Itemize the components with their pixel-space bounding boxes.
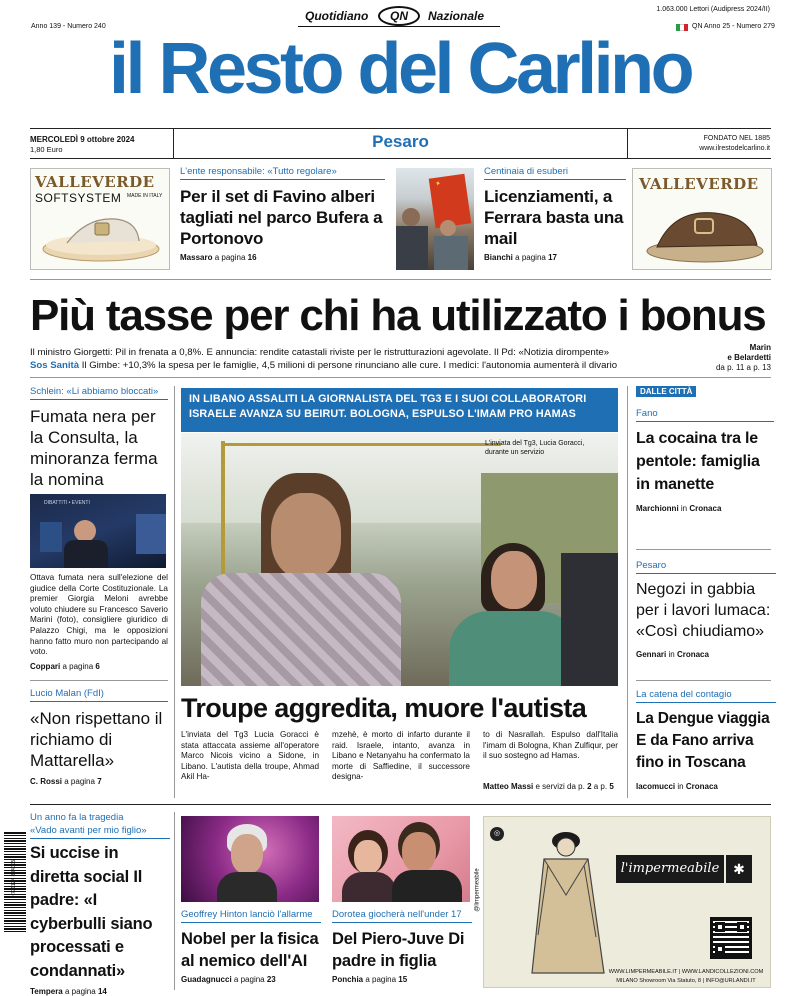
- story-headline[interactable]: La cocaina tra le pentole: famiglia in manette: [636, 430, 760, 493]
- right-rule-1: [636, 549, 771, 550]
- story-byline: Massaro a pagina 16: [180, 253, 257, 262]
- banner-line-1: IN LIBANO ASSALITI LA GIORNALISTA DEL TG3 E I SUOI COLLABORATORI: [189, 393, 587, 405]
- ad-url-line: WWW.LIMPERMEABILE.IT | WWW.LANDICOLLEZIONI.COM: [608, 969, 764, 975]
- story-kicker: Geoffrey Hinton lanciò l'allarme: [181, 909, 321, 923]
- story-kicker-1: Un anno fa la tragedia: [30, 812, 124, 823]
- woman-face: [491, 551, 537, 609]
- story-byline: Iacomucci in Cronaca: [636, 782, 718, 791]
- dalle-citta-badge[interactable]: DALLE CITTÀ: [636, 386, 696, 397]
- center-body-col-1: L'inviata del Tg3 Lucia Goracci è stata attaccata assieme all'operatore Marco Nicois vicino a Sidone, in Libano. L'autista della troupe, Ahmad Akil Ha-: [181, 730, 319, 782]
- date-row-bottom-rule: [30, 158, 771, 159]
- asterisk-icon: ✱: [726, 855, 752, 883]
- story-headline[interactable]: Negozi in gabbia per i lavori lumaca: «Così chiudiamo»: [636, 581, 771, 640]
- right-col-divider: [627, 386, 628, 798]
- main-byline: Marin e Belardetti da p. 11 a p. 13: [715, 343, 771, 372]
- lebanon-banner[interactable]: [181, 388, 618, 432]
- story-kicker-2: «Vado avanti per mio figlio»: [30, 825, 170, 839]
- ad-brand: VALLEVERDE: [639, 175, 759, 193]
- qr-finder: [715, 922, 725, 932]
- ad-sub: SOFTSYSTEM: [35, 191, 122, 205]
- impermeabile-ad[interactable]: [474, 816, 771, 988]
- story-byline: Bianchi a pagina 17: [484, 253, 557, 262]
- date-row-top-rule: [30, 128, 771, 129]
- story-headline[interactable]: Nobel per la fisica al nemico dell'AI: [181, 930, 319, 970]
- instagram-icon: ◎: [490, 827, 504, 841]
- hinton-jacket: [217, 872, 277, 902]
- readers-count: 1.063.000 Lettori (Audipress 2024/II): [656, 6, 770, 13]
- founded: FONDATO NEL 1885: [703, 135, 770, 142]
- father-shirt: [392, 870, 462, 902]
- left-story-body: Ottava fumata nera sull'elezione del giudice della Corte Costituzionale. La premier Giorgia Meloni avrebbe voluto chiudere su Francesco Saverio Marini (foto), consigliere giuridico di Palazzo Chigi, ma le opposizioni hanno fatto muro non partecipando al voto.: [30, 573, 168, 657]
- website[interactable]: www.ilrestodelcarlino.it: [699, 145, 770, 152]
- bottom-divider-1: [174, 812, 175, 990]
- story-kicker: Schlein: «Li abbiamo bloccati»: [30, 386, 168, 400]
- right-rule-2: [636, 680, 771, 681]
- story-kicker: La catena del contagio: [636, 689, 776, 703]
- photo-caption: L'inviata del Tg3, Lucia Goracci, durante un servizio: [485, 440, 585, 456]
- founded-divider: [627, 128, 628, 158]
- daughter-top: [342, 872, 396, 902]
- newspaper-title[interactable]: il Resto del Carlino: [108, 29, 692, 109]
- main-bottom-rule: [30, 377, 771, 378]
- story-byline: C. Rossi a pagina 7: [30, 777, 102, 786]
- masthead: [0, 0, 801, 130]
- story-headline[interactable]: «Non rispettano il richiamo di Mattarella»: [30, 709, 163, 770]
- issue-number: Anno 139 - Numero 240: [31, 23, 106, 30]
- left-rule-1: [30, 680, 168, 681]
- meloni-marini-photo: [30, 494, 166, 568]
- ad-brand: VALLEVERDE: [35, 173, 155, 191]
- qr-finder: [737, 922, 747, 932]
- story-headline[interactable]: Fumata nera per la Consulta, la minoranza ferma la nomina: [30, 407, 158, 489]
- qr-finder: [715, 944, 725, 954]
- hinton-face: [231, 834, 263, 874]
- scaffold-pole: [221, 441, 225, 581]
- ad-address-line: MILANO Showroom Via Statuto, 8 | INFO@URLANDI.IT: [616, 978, 756, 984]
- woman-shirt: [449, 611, 579, 686]
- bottom-story-suicide[interactable]: [30, 812, 170, 996]
- stage-panel-right: [136, 514, 166, 554]
- father-face: [402, 832, 436, 872]
- top-row-bottom-rule: [30, 279, 771, 280]
- left-story-consulta[interactable]: [30, 386, 168, 490]
- center-headline[interactable]: Troupe aggredita, muore l'autista: [181, 693, 587, 723]
- story-headline[interactable]: La Dengue viaggia E da Fano arriva fino in Toscana: [636, 710, 770, 771]
- qn-issue-number: QN Anno 25 - Numero 279: [692, 23, 775, 30]
- sandal-icon: [37, 209, 165, 267]
- left-col-divider: [174, 386, 175, 798]
- photo-banner: DIBATTITI • EVENTI: [44, 500, 90, 506]
- main-summary-1: Il ministro Giorgetti: Pil in frenata a 0,8%. E annuncia: rendite catastali riviste per le ristrutturazioni agevolate. Il Pd: «Notizia dirompente»: [30, 347, 610, 358]
- story-kicker: Centinaia di esuberi: [484, 166, 626, 180]
- goracci-lebanon-photo: [181, 433, 618, 686]
- speaker-body: [64, 540, 108, 568]
- main-summary-2: Sos Sanità Il Gimbe: +10,3% la spesa per le famiglie, 4,5 milioni di persone rinunciano alle cure. I medici: l'autonomia aumenterà il divario: [30, 360, 618, 371]
- center-byline: Matteo Massi e servizi da p. 2 a p. 5: [483, 782, 614, 791]
- man-face: [271, 493, 341, 579]
- ad-brand: l'impermeabile: [616, 855, 724, 883]
- person-head-2: [440, 220, 456, 236]
- scarf-blanket: [201, 573, 401, 686]
- valleverde-ad-right[interactable]: [632, 168, 772, 270]
- story-kicker: Dorotea giocherà nell'under 17: [332, 909, 472, 923]
- center-body-col-3: to di Nasrallah. Espulso dall'Italia l'imam di Bologna, Khan Zulfiqur, per il suo sostegno ad Hamas.: [483, 730, 618, 761]
- left-story-byline: Coppari a pagina 6: [30, 662, 100, 671]
- banner-line-2: ISRAELE AVANZA SU BEIRUT. BOLOGNA, ESPULSO L'IMAM PRO HAMAS: [189, 408, 576, 420]
- qn-logo: QN: [378, 6, 420, 26]
- daughter-face: [354, 840, 382, 874]
- right-story-pesaro[interactable]: [636, 560, 776, 659]
- story-byline: Marchionni in Cronaca: [636, 504, 722, 513]
- story-byline: Gennari in Cronaca: [636, 650, 709, 659]
- bottom-story-delpiero[interactable]: [332, 909, 472, 984]
- date: MERCOLEDÌ 9 ottobre 2024: [30, 135, 135, 144]
- stage-panel-left: [40, 522, 62, 552]
- bottom-row-top-rule: [30, 804, 771, 805]
- right-story-dengue[interactable]: [636, 689, 776, 791]
- bottom-story-hinton[interactable]: [181, 909, 321, 984]
- story-byline: Tempera a pagina 14: [30, 987, 107, 996]
- person-body-2: [434, 236, 468, 270]
- person-head-1: [402, 208, 420, 226]
- qn-rule: [298, 26, 500, 27]
- speaker-head: [74, 520, 96, 542]
- barcode-number: 9 771124 834005: [11, 859, 17, 899]
- story-headline[interactable]: Per il set di Favino alberi tagliati nel parco Bufera a Portonovo: [180, 187, 383, 248]
- story-kicker: Lucio Malan (FdI): [30, 688, 168, 702]
- story-kicker: L'ente responsabile: «Tutto regolare»: [180, 166, 385, 180]
- story-kicker: Pesaro: [636, 560, 776, 574]
- right-story-fano[interactable]: [636, 408, 774, 513]
- clog-icon: [639, 199, 767, 267]
- story-headline[interactable]: Licenziamenti, a Ferrara basta una mail: [484, 187, 624, 248]
- hinton-photo: [181, 816, 319, 902]
- flag-mark: ✦: [435, 180, 443, 188]
- edition-name[interactable]: Pesaro: [372, 132, 429, 151]
- story-headline[interactable]: Del Piero-Juve Di padre in figlia: [332, 930, 465, 970]
- price: 1,80 Euro: [30, 145, 63, 154]
- story-headline[interactable]: Si uccise in diretta social Il padre: «I cyberbulli siano processati e condannati»: [30, 844, 153, 980]
- valleverde-ad-left[interactable]: [30, 168, 170, 270]
- qr-code[interactable]: [710, 917, 752, 959]
- qn-right-text: Nazionale: [428, 9, 485, 23]
- trenchcoat-figure-icon: [508, 825, 618, 975]
- person-body-1: [396, 226, 428, 270]
- story-byline: Ponchia a pagina 15: [332, 975, 408, 984]
- main-headline[interactable]: Più tasse per chi ha utilizzato i bonus: [30, 291, 766, 340]
- center-body-col-2: mzehè, è morto di infarto durante il raid. Israele, intanto, avanza in Libano e Netanyahu ha confermato la morte di Saffiedine, il successore designa-: [332, 730, 470, 782]
- ad-made: MADE IN ITALY: [127, 193, 163, 199]
- top-story-ferrara[interactable]: [484, 166, 626, 272]
- left-story-malan[interactable]: [30, 688, 168, 786]
- ad-handle: @limpermeabile: [474, 868, 481, 912]
- del-piero-photo: [332, 816, 470, 902]
- top-story-favino[interactable]: [180, 166, 385, 272]
- scaffold-beam: [221, 443, 501, 446]
- qn-left-text: Quotidiano: [305, 9, 369, 23]
- story-kicker: Fano: [636, 408, 774, 422]
- bystander: [561, 553, 618, 686]
- ferrara-protest-photo: [396, 168, 474, 270]
- story-byline: Guadagnucci a pagina 23: [181, 975, 276, 984]
